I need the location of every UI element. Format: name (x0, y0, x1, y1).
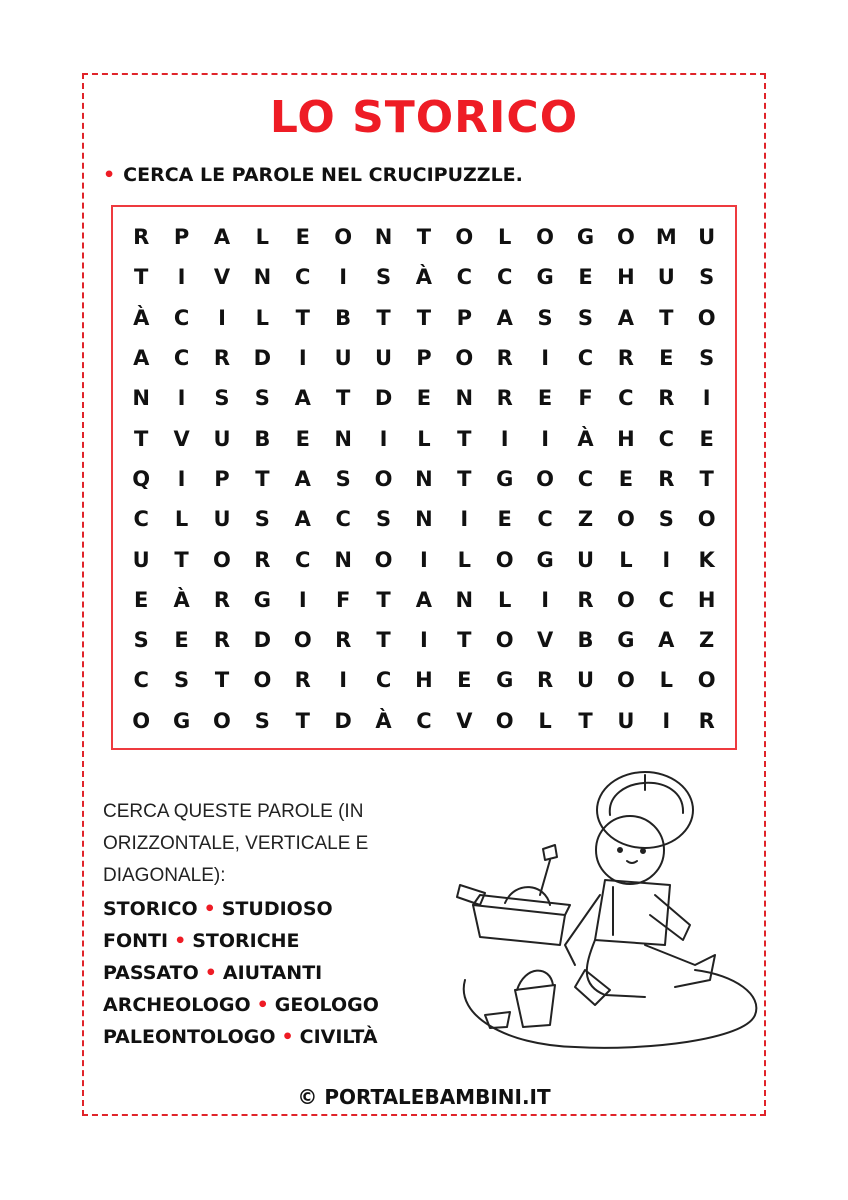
grid-letter: L (255, 225, 270, 250)
grid-letter: P (416, 346, 432, 371)
grid-letter: B (254, 426, 271, 451)
grid-letter: U (657, 265, 675, 290)
grid-letter: R (658, 466, 675, 491)
grid-letter: I (420, 628, 428, 653)
grid-letter: E (416, 386, 432, 411)
grid-letter: I (420, 547, 428, 572)
grid-letter: S (174, 668, 190, 693)
word: PALEONTOLOGO (103, 1026, 276, 1048)
grid-letter: U (375, 346, 393, 371)
grid-letter: V (173, 426, 190, 451)
grid-letter: I (379, 426, 388, 451)
instruction-text: CERCA LE PAROLE NEL CRUCIPUZZLE. (123, 164, 523, 186)
grid-letter: I (298, 346, 307, 371)
grid-letter: I (662, 708, 671, 733)
grid-letter: E (618, 466, 634, 491)
word: AIUTANTI (222, 962, 323, 984)
grid-letter: O (334, 225, 353, 250)
word: ARCHEOLOGO (103, 994, 251, 1016)
word-row (103, 1021, 379, 1053)
grid-letter: L (417, 426, 431, 451)
grid-letter: D (374, 386, 393, 411)
grid-row (121, 298, 727, 338)
grid-letter: U (576, 668, 595, 693)
grid-row (121, 459, 727, 499)
grid-letter: S (577, 305, 594, 330)
grid-letter: D (253, 628, 272, 653)
grid-letter: S (375, 265, 392, 290)
grid-letter: O (536, 466, 555, 491)
grid-letter: P (456, 305, 473, 330)
grid-letter: N (415, 507, 433, 532)
grid-letter: R (335, 628, 352, 653)
historian-child-illustration (445, 765, 765, 1065)
grid-letter: O (616, 587, 635, 612)
grid-letter: O (536, 225, 555, 250)
instruction (103, 164, 523, 186)
grid-letter: U (132, 547, 150, 572)
word: STORICO (103, 898, 198, 920)
grid-letter: O (697, 668, 716, 693)
word-row (103, 989, 379, 1021)
word: CIVILTÀ (299, 1026, 378, 1048)
grid-letter: F (578, 386, 593, 411)
grid-letter: C (173, 346, 190, 371)
grid-letter: C (658, 587, 674, 612)
grid-letter: A (213, 225, 231, 250)
grid-letter: M (655, 225, 677, 250)
grid-letter: R (617, 346, 634, 371)
grid-letter: H (617, 265, 635, 290)
grid-letter: O (213, 547, 231, 572)
grid-letter: T (376, 587, 391, 612)
grid-letter: G (617, 628, 635, 653)
grid-letter: O (697, 305, 716, 330)
separator-dot: • (174, 930, 187, 952)
grid-letter: L (174, 507, 189, 532)
grid-letter: S (254, 708, 270, 733)
grid-letter: C (295, 265, 311, 290)
grid-letter: T (134, 265, 149, 290)
grid-letter: S (699, 346, 715, 371)
grid-row (121, 620, 727, 660)
grid-letter: T (335, 386, 351, 411)
grid-letter: T (659, 305, 674, 330)
word: PASSATO (103, 962, 199, 984)
word: STORICHE (192, 930, 300, 952)
grid-letter: N (374, 225, 393, 250)
grid-letter: G (253, 587, 271, 612)
grid-letter: I (339, 265, 348, 290)
grid-letter: I (702, 386, 711, 411)
grid-letter: R (254, 547, 271, 572)
grid-letter: T (376, 305, 391, 330)
grid-letter: V (536, 628, 554, 653)
grid-row (121, 539, 727, 579)
grid-letter: Q (132, 466, 151, 491)
grid-row (121, 418, 727, 458)
grid-letter: A (294, 386, 311, 411)
word: FONTI (103, 930, 169, 952)
grid-letter: U (576, 547, 595, 572)
grid-letter: N (415, 466, 433, 491)
grid-letter: V (456, 708, 473, 733)
grid-letter: O (374, 466, 393, 491)
page-title: LO STORICO (269, 92, 579, 143)
grid-letter: A (496, 305, 513, 330)
grid-letter: I (177, 466, 186, 491)
grid-letter: N (334, 547, 352, 572)
grid-letter: R (496, 386, 513, 411)
grid-letter: T (416, 305, 432, 330)
grid-letter: R (133, 225, 150, 250)
grid-letter: O (455, 346, 474, 371)
grid-letter: O (495, 708, 514, 733)
grid-letter: R (577, 587, 594, 612)
grid-letter: E (659, 346, 674, 371)
grid-letter: O (455, 225, 474, 250)
grid-letter: E (174, 628, 189, 653)
grid-letter: T (295, 305, 310, 330)
grid-letter: À (375, 708, 392, 733)
grid-row (121, 499, 727, 539)
word: STUDIOSO (221, 898, 333, 920)
grid-letter: G (496, 466, 514, 491)
grid-letter: À (577, 426, 594, 451)
grid-row (121, 338, 727, 378)
grid-letter: I (662, 547, 671, 572)
grid-letter: L (457, 547, 472, 572)
grid-letter: T (295, 708, 310, 733)
grid-letter: S (214, 386, 230, 411)
grid-letter: S (254, 386, 270, 411)
grid-letter: P (214, 466, 230, 491)
grid-letter: R (213, 587, 231, 612)
grid-letter: G (536, 547, 554, 572)
grid-letter: S (658, 507, 674, 532)
separator-dot: • (281, 1026, 294, 1048)
grid-letter: E (699, 426, 714, 451)
grid-letter: I (298, 587, 307, 612)
grid-letter: T (174, 547, 189, 572)
grid-letter: C (133, 668, 149, 693)
grid-letter: U (213, 507, 231, 532)
grid-letter: O (616, 668, 635, 693)
grid-letter: E (457, 668, 472, 693)
grid-letter: L (659, 668, 673, 693)
grid-letter: C (133, 507, 149, 532)
grid-letter: E (295, 426, 310, 451)
grid-letter: N (253, 265, 272, 290)
grid-letter: C (537, 507, 553, 532)
footer-credit: © PORTALEBAMBINI.IT (297, 1085, 551, 1109)
grid-letter: T (578, 708, 593, 733)
grid-letter: I (339, 668, 348, 693)
grid-letter: K (698, 547, 715, 572)
word-row (103, 925, 379, 957)
grid-letter: S (537, 305, 553, 330)
separator-dot: • (256, 994, 269, 1016)
grid-letter: N (334, 426, 352, 451)
grid-letter: R (537, 668, 554, 693)
grid-letter: O (616, 507, 635, 532)
grid-letter: O (132, 708, 151, 733)
grid-letter: U (334, 346, 352, 371)
grid-letter: S (699, 265, 715, 290)
grid-letter: E (537, 386, 553, 411)
grid-row (121, 378, 727, 418)
grid-letter: A (415, 587, 433, 612)
word-row (103, 893, 379, 925)
grid-letter: A (133, 346, 150, 371)
grid-letter: C (577, 466, 594, 491)
grid-letter: R (213, 628, 231, 653)
grid-letter: C (658, 426, 674, 451)
grid-letter: L (498, 587, 512, 612)
grid-letter: O (616, 225, 635, 250)
grid-letter: S (133, 628, 149, 653)
word: GEOLOGO (274, 994, 379, 1016)
grid-letter: C (295, 547, 311, 572)
grid-letter: O (293, 628, 312, 653)
grid-letter: O (213, 708, 231, 733)
grid-letter: E (134, 587, 149, 612)
grid-letter: À (133, 305, 150, 330)
grid-letter: R (658, 386, 675, 411)
grid-letter: G (536, 265, 554, 290)
grid-letter: C (416, 708, 432, 733)
grid-row (121, 580, 727, 620)
grid-letter: V (213, 265, 231, 290)
grid-letter: T (134, 426, 149, 451)
word-row (103, 957, 379, 989)
grid-letter: I (500, 426, 509, 451)
words-intro: CERCA QUESTE PAROLE (IN ORIZZONTALE, VERTICALE E DIAGONALE): (103, 801, 369, 886)
grid-letter: C (618, 386, 634, 411)
grid-letter: I (541, 426, 550, 451)
grid-letter: S (254, 507, 270, 532)
grid-letter: I (177, 386, 186, 411)
grid-letter: G (576, 225, 595, 250)
grid-letter: G (496, 668, 514, 693)
grid-letter: L (255, 305, 270, 330)
grid-letter: L (619, 547, 633, 572)
grid-letter: I (541, 587, 550, 612)
grid-letter: À (415, 265, 433, 290)
grid-letter: O (374, 547, 393, 572)
grid-letter: N (455, 587, 474, 612)
grid-letter: R (213, 346, 231, 371)
grid-letter: S (335, 466, 351, 491)
grid-letter: F (335, 587, 351, 612)
grid-letter: T (376, 628, 391, 653)
grid-letter: U (213, 426, 231, 451)
grid-letter: D (253, 346, 272, 371)
grid-letter: R (698, 708, 715, 733)
grid-letter: U (617, 708, 635, 733)
grid-letter: S (375, 507, 392, 532)
grid-letter: I (177, 265, 186, 290)
grid-letter: R (294, 668, 311, 693)
separator-dot: • (203, 898, 216, 920)
grid-row (121, 257, 727, 297)
grid-row (121, 217, 727, 257)
grid-row (121, 660, 727, 700)
grid-letter: O (697, 507, 716, 532)
grid-letter: T (416, 225, 432, 250)
grid-letter: T (457, 628, 472, 653)
separator-dot: • (204, 962, 217, 984)
grid-letter: B (335, 305, 352, 330)
grid-letter: A (617, 305, 635, 330)
grid-letter: A (294, 507, 311, 532)
grid-letter: C (497, 265, 513, 290)
grid-letter: C (335, 507, 351, 532)
grid-letter: A (294, 466, 311, 491)
grid-letter: E (497, 507, 512, 532)
grid-letter: O (495, 628, 514, 653)
grid-letter: L (498, 225, 512, 250)
word-search-grid (121, 217, 727, 741)
grid-letter: T (457, 426, 472, 451)
grid-letter: C (173, 305, 190, 330)
grid-letter: À (173, 587, 190, 612)
grid-letter: T (457, 466, 472, 491)
grid-letter: L (538, 708, 552, 733)
grid-letter: B (577, 628, 594, 653)
grid-letter: H (415, 668, 433, 693)
grid-letter: N (455, 386, 474, 411)
bullet-dot: • (103, 164, 116, 186)
grid-letter: I (541, 346, 550, 371)
grid-letter: G (172, 708, 191, 733)
grid-letter: Z (577, 507, 594, 532)
word-list (103, 893, 379, 1053)
grid-letter: A (658, 628, 675, 653)
grid-letter: R (496, 346, 513, 371)
grid-letter: O (253, 668, 272, 693)
grid-letter: O (495, 547, 514, 572)
grid-letter: T (699, 466, 714, 491)
grid-letter: I (218, 305, 226, 330)
grid-letter: E (295, 225, 310, 250)
grid-letter: C (577, 346, 594, 371)
grid-letter: N (132, 386, 150, 411)
grid-letter: T (214, 668, 230, 693)
grid-letter: I (460, 507, 469, 532)
grid-letter: D (334, 708, 352, 733)
grid-letter: P (173, 225, 190, 250)
grid-row (121, 701, 727, 741)
grid-letter: H (697, 587, 716, 612)
grid-letter: Z (699, 628, 715, 653)
grid-letter: E (578, 265, 593, 290)
grid-letter: C (375, 668, 392, 693)
grid-letter: U (698, 225, 716, 250)
grid-letter: H (617, 426, 635, 451)
grid-letter: T (255, 466, 270, 491)
grid-letter: C (456, 265, 473, 290)
